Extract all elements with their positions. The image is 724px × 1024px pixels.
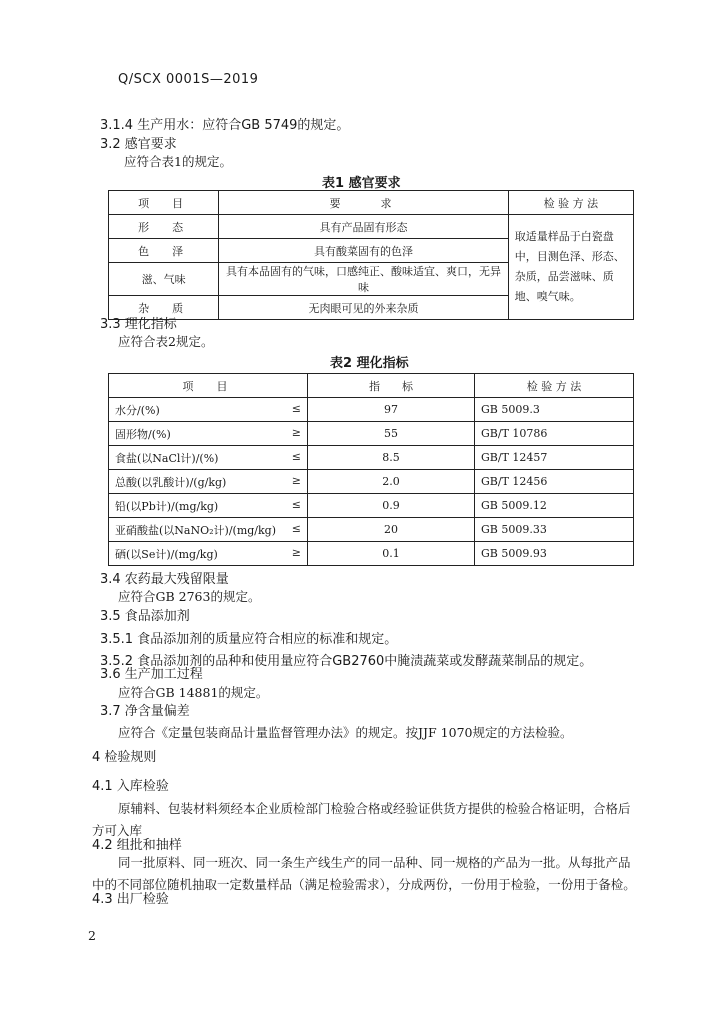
- row-value: 0.1: [308, 542, 475, 566]
- section-3-6-text: 应符合GB 14881的规定。: [118, 685, 269, 700]
- row-item: 形 态: [109, 215, 219, 239]
- table-row: [109, 470, 634, 494]
- section-3-7-text: 应符合《定量包装商品计量监督管理办法》的规定。按JJF 1070规定的方法检验。: [118, 725, 573, 740]
- section-4-3-title: 4.3 出厂检验: [92, 892, 169, 907]
- row-value: 0.9: [308, 494, 475, 518]
- row-item: 硒(以Se计)/(mg/kg) ≥: [109, 542, 308, 566]
- table-row: [109, 398, 634, 422]
- row-item: 亚硝酸盐(以NaNO₂计)/(mg/kg) ≤: [109, 518, 308, 542]
- section-4-2-text: 同一批原料、同一班次、同一条生产线生产的同一品种、同一规格的产品为一批。从每批产品中的不同部位随机抽取一定数量样品（满足检验需求），分成两份，一份用于检验，一份用于备检。: [92, 855, 636, 892]
- sensory-method: 取适量样品于白瓷盘中，目测色泽、形态、杂质，品尝滋味、质地、嗅气味。: [508, 215, 633, 320]
- row-method: GB 5009.12: [475, 494, 634, 518]
- table-header-row: [109, 191, 634, 215]
- row-method: GB 5009.93: [475, 542, 634, 566]
- row-value: 97: [308, 398, 475, 422]
- table-row: [109, 422, 634, 446]
- table-header-row: [109, 374, 634, 398]
- clause-3-5-2: 3.5.2 食品添加剂的品种和使用量应符合GB2760中腌渍蔬菜或发酵蔬菜制品的规定。: [100, 654, 593, 669]
- section-3-6-title: 3.6 生产加工过程: [100, 667, 203, 682]
- table-row: [109, 494, 634, 518]
- row-item: 固形物/(%) ≥: [109, 422, 308, 446]
- clause-3-1-4: 3.1.4 生产用水：应符合GB 5749的规定。: [100, 118, 350, 133]
- section-3-2-title: 3.2 感官要求: [100, 137, 177, 152]
- table1-caption: 表1 感官要求: [322, 176, 401, 191]
- header-requirement: 要 求: [219, 191, 508, 215]
- section-4-title: 4 检验规则: [92, 750, 157, 765]
- row-item: 滋、气味: [109, 263, 219, 296]
- table2-caption: 表2 理化指标: [330, 356, 409, 371]
- section-4-1-text: 原辅料、包装材料须经本企业质检部门检验合格或经验证供货方提供的检验合格证明，合格后方可入库: [92, 801, 631, 838]
- row-method: GB/T 12456: [475, 470, 634, 494]
- header-method: 检 验 方 法: [508, 191, 633, 215]
- row-requirement: 具有产品固有形态: [219, 215, 508, 239]
- row-value: 20: [308, 518, 475, 542]
- section-3-2-text: 应符合表1的规定。: [124, 154, 232, 169]
- table-row: [109, 215, 634, 239]
- row-method: GB/T 10786: [475, 422, 634, 446]
- clause-3-5-1: 3.5.1 食品添加剂的质量应符合相应的标准和规定。: [100, 632, 398, 647]
- table-row: [109, 446, 634, 470]
- row-requirement: 具有本品固有的气味，口感纯正、酸味适宜、爽口，无异味: [219, 263, 508, 296]
- section-3-3-title: 3.3 理化指标: [100, 317, 177, 332]
- row-item: 色 泽: [109, 239, 219, 263]
- section-3-4-text: 应符合GB 2763的规定。: [118, 589, 261, 604]
- section-3-3-text: 应符合表2规定。: [118, 334, 214, 349]
- table-row: [109, 518, 634, 542]
- header-indicator: 指 标: [308, 374, 475, 398]
- physicochemical-table: [108, 373, 634, 566]
- section-4-1-title: 4.1 入库检验: [92, 779, 169, 794]
- row-method: GB 5009.3: [475, 398, 634, 422]
- row-value: 55: [308, 422, 475, 446]
- row-item: 杂 质: [109, 296, 219, 320]
- row-method: GB 5009.33: [475, 518, 634, 542]
- section-4-2-title: 4.2 组批和抽样: [92, 838, 182, 853]
- row-item: 水分/(%) ≤: [109, 398, 308, 422]
- row-method: GB/T 12457: [475, 446, 634, 470]
- row-requirement: 具有酸菜固有的色泽: [219, 239, 508, 263]
- row-item: 铅(以Pb计)/(mg/kg) ≤: [109, 494, 308, 518]
- page-number: 2: [88, 928, 96, 943]
- header-item: 项 目: [109, 191, 219, 215]
- row-value: 2.0: [308, 470, 475, 494]
- table-row: [109, 542, 634, 566]
- row-item: 食盐(以NaCl计)/(%) ≤: [109, 446, 308, 470]
- header-item: 项 目: [109, 374, 308, 398]
- document-code: Q/SCX 0001S—2019: [118, 72, 259, 87]
- row-item: 总酸(以乳酸计)/(g/kg) ≥: [109, 470, 308, 494]
- row-value: 8.5: [308, 446, 475, 470]
- section-3-7-title: 3.7 净含量偏差: [100, 704, 190, 719]
- section-3-5-title: 3.5 食品添加剂: [100, 609, 190, 624]
- header-method: 检 验 方 法: [475, 374, 634, 398]
- sensory-table: [108, 190, 634, 320]
- section-3-4-title: 3.4 农药最大残留限量: [100, 572, 229, 587]
- row-requirement: 无肉眼可见的外来杂质: [219, 296, 508, 320]
